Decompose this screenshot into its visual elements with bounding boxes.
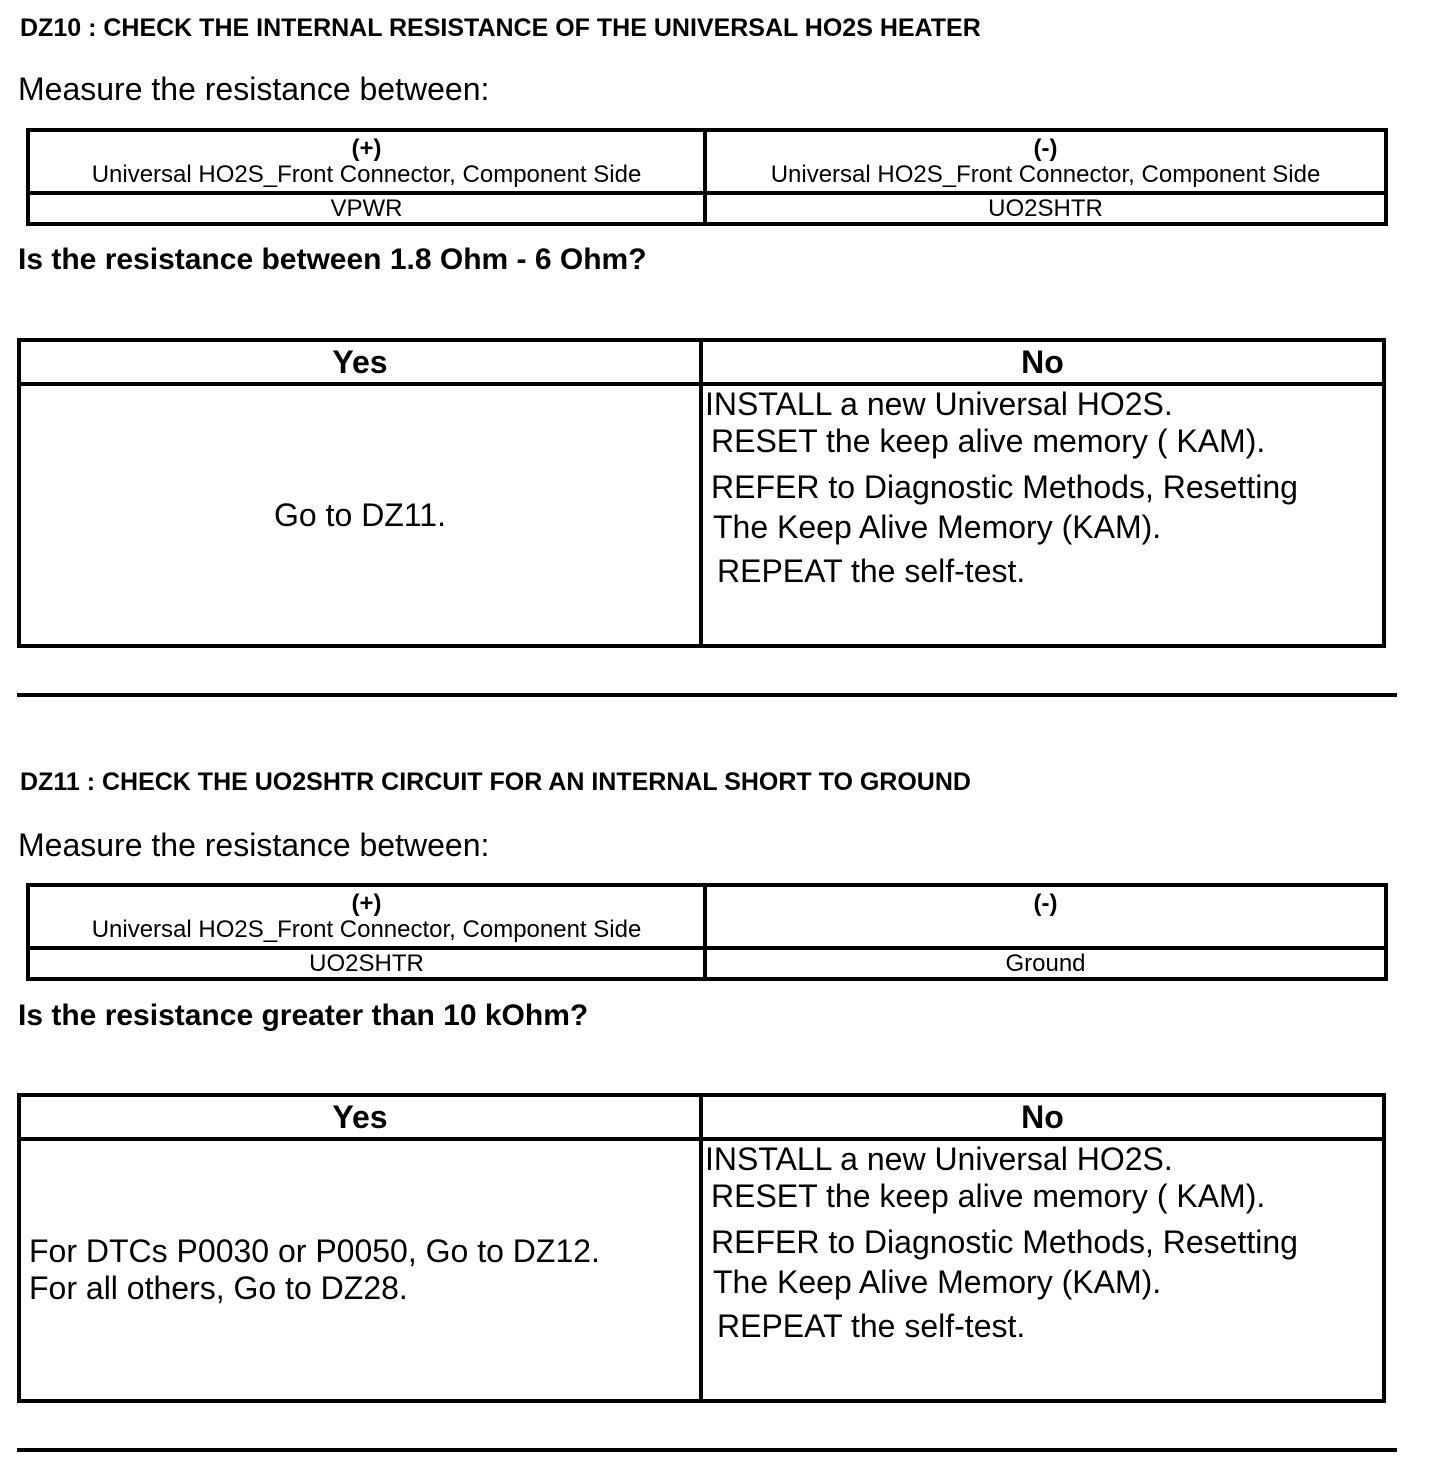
positive-sign: (+) <box>351 135 382 162</box>
measurement-table <box>26 883 1388 981</box>
no-line: The Keep Alive Memory (KAM). <box>713 1264 1162 1300</box>
no-action <box>703 1141 1382 1399</box>
negative-location: Universal HO2S_Front Connector, Component Side <box>770 161 1321 188</box>
step-question: Is the resistance between 1.8 Ohm - 6 Ohm? <box>18 243 647 276</box>
no-action <box>703 386 1382 644</box>
positive-probe-header <box>30 132 707 191</box>
no-line: REFER to Diagnostic Methods, Resetting <box>711 1224 1298 1260</box>
negative-pin: UO2SHTR <box>988 195 1103 222</box>
positive-location: Universal HO2S_Front Connector, Component Side <box>91 161 642 188</box>
no-line: The Keep Alive Memory (KAM). <box>713 509 1162 545</box>
no-line: REPEAT the self-test. <box>717 553 1026 589</box>
yes-header: Yes <box>21 342 703 382</box>
no-line: INSTALL a new Universal HO2S. <box>705 386 1173 422</box>
yes-line: Go to DZ11. <box>274 496 446 533</box>
yes-action <box>21 386 703 644</box>
yes-action <box>21 1141 703 1399</box>
positive-probe-header <box>30 887 707 946</box>
no-line: RESET the keep alive memory ( KAM). <box>711 1178 1266 1214</box>
yes-header: Yes <box>21 1097 703 1137</box>
no-line: REPEAT the self-test. <box>717 1308 1026 1344</box>
negative-sign: (-) <box>1033 890 1058 917</box>
step-question: Is the resistance greater than 10 kOhm? <box>18 999 589 1032</box>
positive-pin: VPWR <box>30 195 707 222</box>
negative-probe-header <box>707 132 1384 191</box>
yes-no-table <box>17 1093 1386 1403</box>
step-title: DZ10 : CHECK THE INTERNAL RESISTANCE OF THE UNIVERSAL HO2S HEATER <box>20 14 981 42</box>
measurement-table <box>26 128 1388 226</box>
yes-line: For DTCs P0030 or P0050, Go to DZ12. <box>29 1233 600 1269</box>
section-divider <box>17 1448 1397 1452</box>
positive-location: Universal HO2S_Front Connector, Component Side <box>91 916 642 943</box>
yes-line: For all others, Go to DZ28. <box>29 1270 408 1306</box>
no-line: INSTALL a new Universal HO2S. <box>705 1141 1173 1177</box>
no-header: No <box>1021 1099 1064 1135</box>
negative-sign: (-) <box>1033 135 1058 162</box>
positive-sign: (+) <box>351 890 382 917</box>
negative-probe-header <box>707 887 1384 946</box>
measure-label: Measure the resistance between: <box>18 827 490 863</box>
yes-no-table <box>17 338 1386 648</box>
no-line: REFER to Diagnostic Methods, Resetting <box>711 469 1298 505</box>
positive-pin: UO2SHTR <box>30 950 707 977</box>
step-title: DZ11 : CHECK THE UO2SHTR CIRCUIT FOR AN INTERNAL SHORT TO GROUND <box>20 768 971 796</box>
measure-label: Measure the resistance between: <box>18 71 490 107</box>
section-divider <box>17 693 1397 697</box>
no-line: RESET the keep alive memory ( KAM). <box>711 423 1266 459</box>
no-header: No <box>1021 344 1064 380</box>
negative-pin: Ground <box>1005 950 1086 977</box>
